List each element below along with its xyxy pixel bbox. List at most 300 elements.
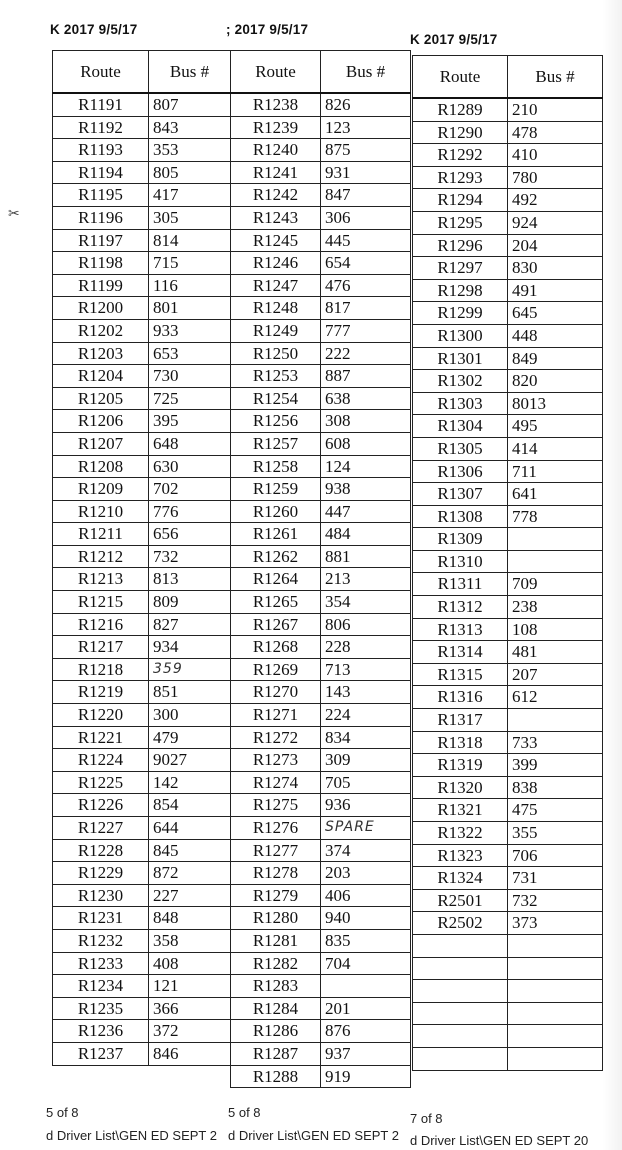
route-cell: R1203 (53, 342, 149, 365)
bus-number-cell: 805 (149, 161, 231, 184)
route-cell: R1265 (231, 591, 321, 614)
bus-number-cell: 484 (321, 523, 411, 546)
table-row (53, 252, 231, 275)
bus-number-cell: 366 (149, 997, 231, 1020)
route-cell: R1193 (53, 139, 149, 162)
table-row (53, 839, 231, 862)
route-table-panel-3 (412, 55, 603, 1071)
route-cell: R1230 (53, 884, 149, 907)
bus-number-cell (321, 975, 411, 998)
route-cell: R1324 (413, 867, 508, 890)
route-cell: R1211 (53, 523, 149, 546)
bus-number-cell: 809 (149, 591, 231, 614)
route-cell: R1280 (231, 907, 321, 930)
bus-number-cell: 845 (149, 839, 231, 862)
table-row (231, 771, 411, 794)
bus-number-cell: 924 (508, 211, 603, 234)
bus-number-cell: 875 (321, 139, 411, 162)
bus-number-cell: 732 (149, 545, 231, 568)
route-cell (413, 957, 508, 980)
bus-number-cell: 417 (149, 184, 231, 207)
scan-edge-shade (602, 0, 622, 1150)
bus-number-cell: 210 (508, 98, 603, 121)
table-row (413, 437, 603, 460)
bus-number-cell: 733 (508, 731, 603, 754)
bus-number-cell: 834 (321, 726, 411, 749)
route-cell: R1270 (231, 681, 321, 704)
route-cell: R1246 (231, 252, 321, 275)
bus-number-cell: 654 (321, 252, 411, 275)
page-number-left: 5 of 8 (46, 1105, 79, 1120)
table-row (231, 206, 411, 229)
table-row (231, 704, 411, 727)
table-row (231, 319, 411, 342)
route-cell: R1209 (53, 478, 149, 501)
bus-number-cell: 300 (149, 704, 231, 727)
route-cell: R1197 (53, 229, 149, 252)
bus-number-cell: SPARE (321, 817, 411, 840)
route-cell: R1308 (413, 505, 508, 528)
table-row (231, 975, 411, 998)
bus-number-cell: 830 (508, 257, 603, 280)
bus-number-cell: 410 (508, 144, 603, 167)
bus-number-cell: 448 (508, 324, 603, 347)
table-row (53, 432, 231, 455)
bus-number-cell: 309 (321, 749, 411, 772)
route-cell: R1232 (53, 929, 149, 952)
route-cell: R1204 (53, 365, 149, 388)
table-row (231, 794, 411, 817)
route-cell: R1221 (53, 726, 149, 749)
bus-number-cell (508, 528, 603, 551)
bus-number-cell: 406 (321, 884, 411, 907)
table-row (413, 505, 603, 528)
route-cell: R1231 (53, 907, 149, 930)
bus-number-cell: 887 (321, 365, 411, 388)
bus-number-cell: 222 (321, 342, 411, 365)
bus-number-cell: 940 (321, 907, 411, 930)
route-cell: R1235 (53, 997, 149, 1020)
bus-number-cell: 776 (149, 500, 231, 523)
bus-number-cell: 372 (149, 1020, 231, 1043)
table-row (53, 726, 231, 749)
table-row (231, 636, 411, 659)
bus-number-cell: 709 (508, 573, 603, 596)
table-row (413, 189, 603, 212)
bus-number-cell: 838 (508, 776, 603, 799)
table-row (53, 500, 231, 523)
bus-number-cell: 492 (508, 189, 603, 212)
bus-number-cell: 395 (149, 410, 231, 433)
bus-number-cell: 481 (508, 641, 603, 664)
table-row (53, 274, 231, 297)
table-row (413, 957, 603, 980)
bus-number-cell: 843 (149, 116, 231, 139)
table-row (53, 658, 231, 681)
table-row (413, 370, 603, 393)
table-row (53, 704, 231, 727)
route-cell: R1216 (53, 613, 149, 636)
route-cell: R1278 (231, 862, 321, 885)
bus-number-cell: 645 (508, 302, 603, 325)
bus-number-cell (508, 1002, 603, 1025)
bus-column-header: Bus # (321, 51, 411, 94)
bus-number-cell: 817 (321, 297, 411, 320)
table-row (413, 234, 603, 257)
table-row (231, 432, 411, 455)
route-table-panel-1 (52, 50, 231, 1066)
table-row (53, 410, 231, 433)
bus-number-cell: 872 (149, 862, 231, 885)
route-cell: R1224 (53, 749, 149, 772)
table-row (231, 252, 411, 275)
bus-number-cell: 715 (149, 252, 231, 275)
table-row (413, 867, 603, 890)
route-cell: R1239 (231, 116, 321, 139)
route-cell: R1290 (413, 121, 508, 144)
bus-number-cell: 780 (508, 166, 603, 189)
route-cell: R1301 (413, 347, 508, 370)
route-cell: R1192 (53, 116, 149, 139)
route-cell: R1206 (53, 410, 149, 433)
bus-number-cell: 213 (321, 568, 411, 591)
bus-number-cell: 936 (321, 794, 411, 817)
bus-number-cell: 121 (149, 975, 231, 998)
bus-number-cell: 227 (149, 884, 231, 907)
bus-number-cell: 308 (321, 410, 411, 433)
route-cell: R1191 (53, 93, 149, 116)
table-row (53, 319, 231, 342)
table-row (413, 392, 603, 415)
table-row (53, 229, 231, 252)
route-cell: R1272 (231, 726, 321, 749)
table-row (53, 681, 231, 704)
table-row (231, 568, 411, 591)
route-cell: R1262 (231, 545, 321, 568)
bus-number-cell: 638 (321, 387, 411, 410)
table-row (231, 365, 411, 388)
bus-number-cell: 648 (149, 432, 231, 455)
table-row (413, 912, 603, 935)
bus-number-cell: 826 (321, 93, 411, 116)
route-cell: R1275 (231, 794, 321, 817)
table-row (231, 1042, 411, 1065)
route-cell: R1304 (413, 415, 508, 438)
route-table-2 (230, 50, 411, 1088)
route-cell: R1295 (413, 211, 508, 234)
route-table-body (413, 98, 603, 1070)
bus-number-cell: 807 (149, 93, 231, 116)
page-header-left: K 2017 9/5/17 (50, 22, 138, 37)
route-cell: R1238 (231, 93, 321, 116)
table-row (413, 731, 603, 754)
route-table-1 (52, 50, 231, 1066)
table-row (413, 663, 603, 686)
route-cell: R1321 (413, 799, 508, 822)
bus-number-cell: 705 (321, 771, 411, 794)
route-cell: R1315 (413, 663, 508, 686)
table-row (231, 907, 411, 930)
route-cell: R1282 (231, 952, 321, 975)
route-cell: R1293 (413, 166, 508, 189)
bus-number-cell: 359 (149, 658, 231, 681)
table-row (231, 455, 411, 478)
table-row (231, 1020, 411, 1043)
route-cell: R1253 (231, 365, 321, 388)
table-row (413, 347, 603, 370)
table-row (53, 1020, 231, 1043)
bus-number-cell: 608 (321, 432, 411, 455)
route-cell: R1307 (413, 483, 508, 506)
page-number-right: 7 of 8 (410, 1111, 443, 1126)
route-cell: R1269 (231, 658, 321, 681)
route-cell: R1323 (413, 844, 508, 867)
route-cell: R1310 (413, 550, 508, 573)
table-row (413, 144, 603, 167)
route-cell: R1237 (53, 1042, 149, 1065)
route-column-header: Route (53, 51, 149, 94)
bus-number-cell: 934 (149, 636, 231, 659)
route-cell: R1207 (53, 432, 149, 455)
route-cell: R1202 (53, 319, 149, 342)
table-row (231, 229, 411, 252)
table-row (413, 166, 603, 189)
bus-number-cell: 224 (321, 704, 411, 727)
file-path-middle: d Driver List\GEN ED SEPT 2 (228, 1128, 399, 1143)
table-row (53, 749, 231, 772)
bus-number-cell: 806 (321, 613, 411, 636)
bus-number-cell: 207 (508, 663, 603, 686)
route-cell: R1292 (413, 144, 508, 167)
route-cell: R1210 (53, 500, 149, 523)
bus-number-cell: 849 (508, 347, 603, 370)
table-row (413, 822, 603, 845)
route-cell: R1302 (413, 370, 508, 393)
table-row (53, 139, 231, 162)
route-cell: R1234 (53, 975, 149, 998)
table-row (53, 342, 231, 365)
bus-number-cell: 475 (508, 799, 603, 822)
table-row (231, 342, 411, 365)
table-row (413, 980, 603, 1003)
table-row (231, 884, 411, 907)
bus-number-cell: 919 (321, 1065, 411, 1088)
table-row (231, 161, 411, 184)
bus-number-cell: 702 (149, 478, 231, 501)
table-row (413, 257, 603, 280)
table-row (231, 613, 411, 636)
table-row (53, 387, 231, 410)
bus-number-cell: 704 (321, 952, 411, 975)
bus-number-cell: 491 (508, 279, 603, 302)
bus-number-cell: 835 (321, 929, 411, 952)
route-cell: R1322 (413, 822, 508, 845)
route-cell: R1303 (413, 392, 508, 415)
table-row (231, 116, 411, 139)
table-header-row (231, 51, 411, 94)
file-path-right: d Driver List\GEN ED SEPT 20 (410, 1133, 589, 1148)
bus-number-cell: 931 (321, 161, 411, 184)
bus-number-cell: 143 (321, 681, 411, 704)
route-cell: R1316 (413, 686, 508, 709)
bus-number-cell: 399 (508, 754, 603, 777)
route-cell: R1212 (53, 545, 149, 568)
bus-number-cell: 204 (508, 234, 603, 257)
route-cell (413, 980, 508, 1003)
route-cell: R1299 (413, 302, 508, 325)
bus-number-cell: 706 (508, 844, 603, 867)
route-cell: R1245 (231, 229, 321, 252)
table-row (413, 618, 603, 641)
table-row (231, 139, 411, 162)
route-cell: R1289 (413, 98, 508, 121)
bus-number-cell: 354 (321, 591, 411, 614)
route-cell: R1288 (231, 1065, 321, 1088)
bus-number-cell: 374 (321, 839, 411, 862)
table-row (53, 365, 231, 388)
route-cell: R1273 (231, 749, 321, 772)
route-cell (413, 1047, 508, 1070)
route-cell: R1249 (231, 319, 321, 342)
route-cell: R1242 (231, 184, 321, 207)
route-cell: R1319 (413, 754, 508, 777)
bus-number-cell: 644 (149, 817, 231, 840)
table-row (231, 500, 411, 523)
route-cell: R1283 (231, 975, 321, 998)
route-table-3 (412, 55, 603, 1071)
route-cell: R1250 (231, 342, 321, 365)
route-cell: R1258 (231, 455, 321, 478)
table-row (413, 844, 603, 867)
route-cell: R1317 (413, 709, 508, 732)
table-row (413, 460, 603, 483)
table-row (53, 297, 231, 320)
bus-number-cell (508, 934, 603, 957)
table-row (413, 934, 603, 957)
bus-number-cell (508, 1025, 603, 1048)
table-row (53, 929, 231, 952)
bus-number-cell: 851 (149, 681, 231, 704)
table-row (413, 211, 603, 234)
table-row (413, 889, 603, 912)
table-row (53, 884, 231, 907)
route-cell: R1196 (53, 206, 149, 229)
bus-number-cell: 479 (149, 726, 231, 749)
table-row (413, 550, 603, 573)
bus-number-cell: 732 (508, 889, 603, 912)
table-row (231, 387, 411, 410)
bus-number-cell: 414 (508, 437, 603, 460)
table-row (53, 545, 231, 568)
table-row (231, 726, 411, 749)
table-header-row (53, 51, 231, 94)
table-row (231, 839, 411, 862)
route-cell: R1205 (53, 387, 149, 410)
bus-column-header: Bus # (149, 51, 231, 94)
route-cell: R1217 (53, 636, 149, 659)
route-cell: R1279 (231, 884, 321, 907)
route-cell: R1277 (231, 839, 321, 862)
table-row (53, 523, 231, 546)
table-row (53, 455, 231, 478)
table-row (53, 116, 231, 139)
route-cell: R1199 (53, 274, 149, 297)
table-row (231, 749, 411, 772)
table-row (53, 907, 231, 930)
bus-number-cell: 355 (508, 822, 603, 845)
table-row (53, 636, 231, 659)
bus-number-cell: 778 (508, 505, 603, 528)
bus-number-cell: 937 (321, 1042, 411, 1065)
table-row (231, 817, 411, 840)
route-cell: R1259 (231, 478, 321, 501)
table-row (53, 478, 231, 501)
route-cell: R1300 (413, 324, 508, 347)
table-row (231, 478, 411, 501)
route-cell: R2502 (413, 912, 508, 935)
table-row (53, 975, 231, 998)
route-cell: R1240 (231, 139, 321, 162)
bus-number-cell (508, 709, 603, 732)
route-cell: R1198 (53, 252, 149, 275)
bus-number-cell: 108 (508, 618, 603, 641)
route-cell: R1296 (413, 234, 508, 257)
route-cell: R1247 (231, 274, 321, 297)
bus-number-cell: 124 (321, 455, 411, 478)
table-row (413, 573, 603, 596)
bus-number-cell: 777 (321, 319, 411, 342)
route-cell: R1200 (53, 297, 149, 320)
route-cell: R1215 (53, 591, 149, 614)
bus-number-cell: 358 (149, 929, 231, 952)
table-row (53, 794, 231, 817)
bus-number-cell: 445 (321, 229, 411, 252)
bus-number-cell: 305 (149, 206, 231, 229)
page-header-right: K 2017 9/5/17 (410, 32, 498, 47)
route-cell: R1261 (231, 523, 321, 546)
route-cell: R1271 (231, 704, 321, 727)
bus-number-cell: 495 (508, 415, 603, 438)
bus-number-cell: 201 (321, 997, 411, 1020)
route-cell: R1297 (413, 257, 508, 280)
margin-scribble-icon: ✂ (8, 206, 20, 222)
bus-number-cell: 881 (321, 545, 411, 568)
table-row (231, 997, 411, 1020)
route-cell: R2501 (413, 889, 508, 912)
bus-number-cell: 854 (149, 794, 231, 817)
bus-number-cell: 820 (508, 370, 603, 393)
bus-number-cell: 938 (321, 478, 411, 501)
table-row (413, 596, 603, 619)
bus-number-cell: 730 (149, 365, 231, 388)
bus-number-cell: 373 (508, 912, 603, 935)
route-cell: R1309 (413, 528, 508, 551)
route-cell: R1195 (53, 184, 149, 207)
route-cell: R1241 (231, 161, 321, 184)
route-cell (413, 934, 508, 957)
route-column-header: Route (413, 56, 508, 99)
route-cell: R1314 (413, 641, 508, 664)
route-cell: R1281 (231, 929, 321, 952)
bus-number-cell: 711 (508, 460, 603, 483)
table-row (413, 709, 603, 732)
route-cell: R1260 (231, 500, 321, 523)
bus-number-cell: 801 (149, 297, 231, 320)
bus-number-cell: 306 (321, 206, 411, 229)
route-cell: R1227 (53, 817, 149, 840)
table-row (413, 686, 603, 709)
table-row (53, 997, 231, 1020)
